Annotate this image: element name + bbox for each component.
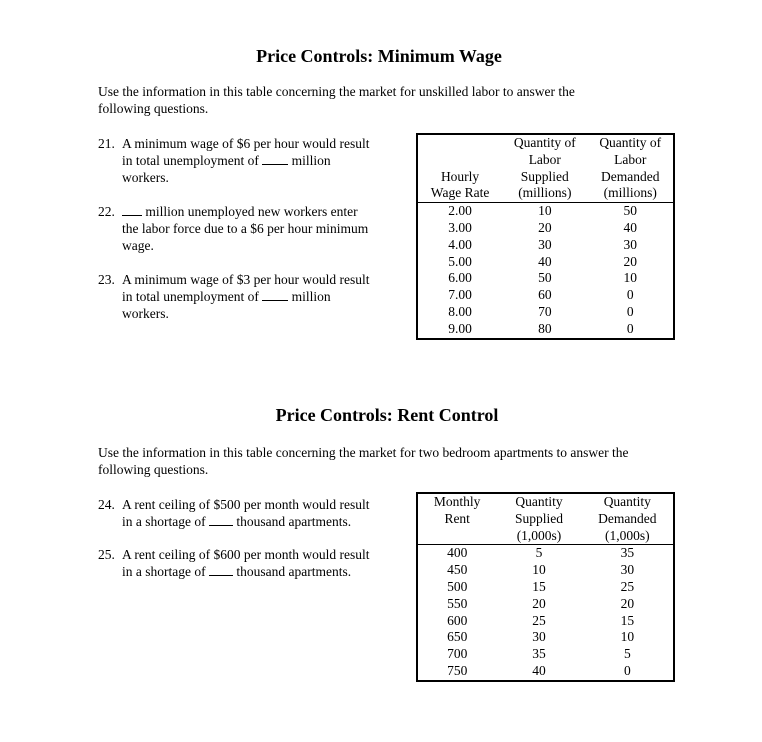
intro-line: Use the information in this table concerning the market for two bedroom apartments to answer the [98, 445, 629, 460]
answer-blank[interactable] [122, 204, 142, 216]
question-text: thousand apartments. [236, 514, 352, 529]
question-number: 21. [98, 136, 115, 151]
question-text: thousand apartments. [236, 564, 352, 579]
table-row: 9.00 80 0 [448, 320, 634, 336]
table-row: 750 40 0 [447, 662, 631, 678]
table-row: 3.00 20 40 [448, 219, 637, 235]
intro-line: following questions. [98, 462, 209, 477]
table-header-row [417, 134, 674, 203]
minimum-wage-table [416, 133, 675, 340]
intro-line: following questions. [98, 101, 209, 116]
question-number: 23. [98, 272, 115, 287]
question-text: workers. [122, 306, 169, 321]
table-row: 500 15 25 [447, 578, 635, 594]
header-wage-rate: Hourly Wage Rate [417, 134, 502, 203]
question-text: wage. [122, 238, 154, 253]
question-text: A rent ceiling of $600 per month would result [122, 547, 370, 562]
question-text: million [291, 153, 331, 168]
question-text: in total unemployment of [122, 153, 259, 168]
table-row: 8.00 70 0 [448, 303, 634, 319]
question-text: A rent ceiling of $500 per month would result [122, 497, 370, 512]
question-number: 24. [98, 497, 115, 512]
table-row: 450 10 30 [447, 562, 635, 578]
question-text: in a shortage of [122, 514, 206, 529]
table-row: 6.00 50 10 [448, 270, 637, 286]
question-text: A minimum wage of $6 per hour would result [122, 136, 370, 151]
answer-blank[interactable] [209, 564, 233, 576]
table-row: 7.00 60 0 [448, 287, 634, 303]
question-text: workers. [122, 170, 169, 185]
question-text: in total unemployment of [122, 289, 259, 304]
question-text: million unemployed new workers enter [145, 204, 358, 219]
question-25 [98, 546, 398, 580]
section-title-rent-control: Price Controls: Rent Control [275, 405, 499, 425]
question-23 [98, 271, 398, 322]
question-text: the labor force due to a $6 per hour minimum [122, 221, 369, 236]
answer-blank[interactable] [262, 289, 288, 301]
table-row: 400 5 35 [447, 545, 635, 561]
question-number: 22. [98, 204, 115, 219]
header-monthly-rent: Monthly Rent [417, 493, 496, 545]
question-24 [98, 496, 398, 530]
table-header-row [417, 493, 674, 545]
question-number: 25. [98, 547, 115, 562]
question-22 [98, 203, 398, 254]
intro-line: Use the information in this table concerning the market for unskilled labor to answer the [98, 84, 575, 99]
answer-blank[interactable] [209, 514, 233, 526]
question-21 [98, 135, 398, 186]
answer-blank[interactable] [262, 153, 288, 165]
table-row: 2.00 10 50 [448, 203, 637, 219]
intro-rent-control [98, 444, 698, 478]
header-quantity-supplied: Quantity of Labor Supplied (millions) [502, 134, 587, 203]
section-title-minimum-wage: Price Controls: Minimum Wage [256, 46, 502, 66]
rent-control-table [416, 492, 675, 682]
table-row: 5.00 40 20 [448, 253, 637, 269]
intro-minimum-wage [98, 83, 698, 117]
header-quantity-demanded: Quantity of Labor Demanded (millions) [588, 134, 675, 203]
table-row: 700 35 5 [447, 646, 631, 662]
table-row: 550 20 20 [447, 595, 635, 611]
table-row: 600 25 15 [447, 612, 635, 628]
table-row: 650 30 10 [447, 629, 635, 645]
header-quantity-supplied: Quantity Supplied (1,000s) [496, 493, 581, 545]
question-text: million [291, 289, 331, 304]
question-text: in a shortage of [122, 564, 206, 579]
table-row: 4.00 30 30 [448, 236, 637, 252]
header-quantity-demanded: Quantity Demanded (1,000s) [582, 493, 674, 545]
question-text: A minimum wage of $3 per hour would result [122, 272, 370, 287]
